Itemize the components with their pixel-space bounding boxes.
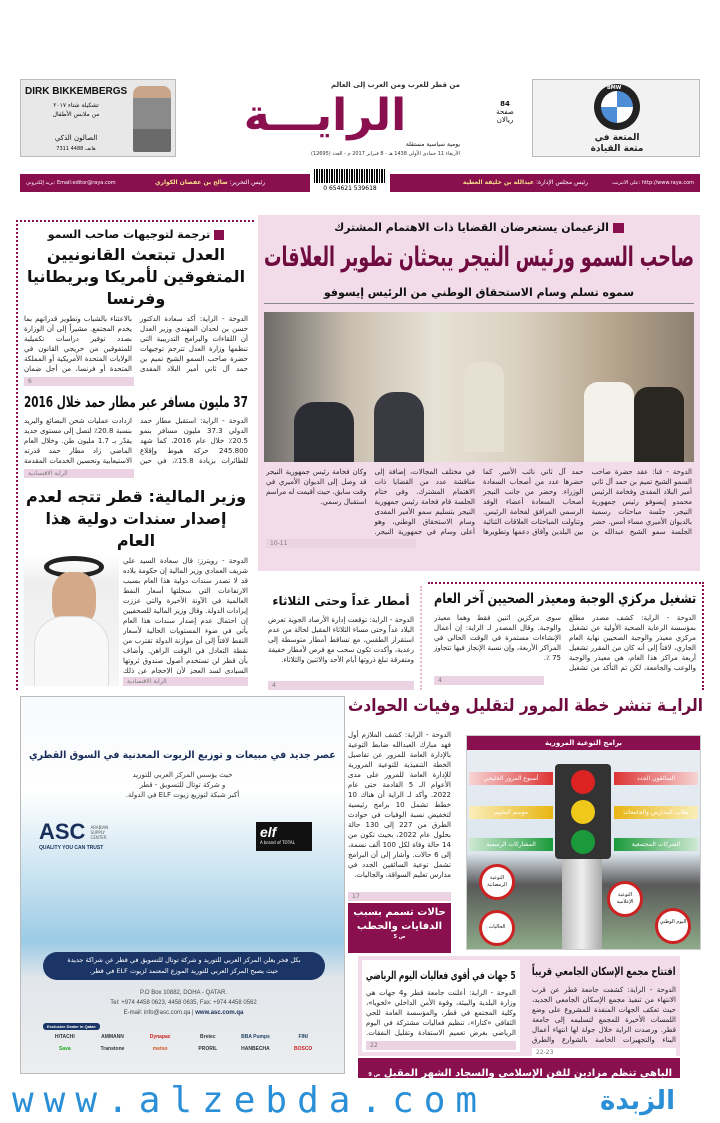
yellow-light-icon bbox=[571, 800, 595, 824]
a3-row bbox=[24, 556, 248, 686]
price: ريالان bbox=[496, 116, 514, 124]
ad-email[interactable]: E-mail: info@asc.com.qa bbox=[123, 1010, 191, 1016]
poisoning-promo[interactable] bbox=[348, 903, 451, 953]
subtitle: يومية سياسية مستقلة bbox=[405, 141, 460, 148]
info-bar bbox=[20, 174, 700, 192]
brand-logo: Bretec bbox=[200, 1034, 216, 1040]
brand-logo: HANBECHA bbox=[241, 1046, 270, 1052]
brand-logo: HITACHI bbox=[54, 1034, 75, 1040]
banner-line: بكل فخر يعلن المركز العربي للتوريد و شركة توتال للتسويق في قطر عن شراكة جديدة bbox=[67, 956, 301, 964]
editor-name: صالح بن عفصان الكواري bbox=[155, 179, 228, 186]
chairman-name: عبدالله بن خليفة العطية bbox=[462, 179, 535, 186]
rain-body: الدوحة - الراية: توقعت إدارة الأرصاد الجوية تعرض البلاد غداً وحتى مساء الثلاثاء المقبل لحالة من عدم استقرار الطقس، مع تساقط أمطار متوسطة إلى رعدية، وأكدت تكون سحب مع فرص لأمطار خفيفة ومتفرقة تبلغ ذروتها أيام الأحد والاثنين والثلاثاء. bbox=[268, 616, 414, 664]
centers-headline: تشغيل مركزي الوجبة ومعيذر الصحيين آخر العام bbox=[433, 591, 696, 607]
bmw-ad[interactable] bbox=[532, 79, 700, 157]
email-link[interactable]: بريد إلكتروني: Email:editor@raya.com bbox=[26, 180, 116, 186]
editor-label: رئيس التحرير: bbox=[229, 179, 266, 186]
asc-logo bbox=[39, 819, 121, 851]
barcode bbox=[310, 168, 390, 194]
main-story bbox=[258, 215, 700, 571]
editor bbox=[155, 178, 265, 187]
pobox: P.O Box 10882, DOHA - QATAR. bbox=[139, 990, 228, 996]
label-new-drivers: السائقون الجدد bbox=[614, 772, 698, 785]
page-ref: 10-11 bbox=[266, 539, 416, 548]
elf-text: elf bbox=[260, 824, 277, 840]
bmw-brand: BMW bbox=[607, 85, 622, 91]
website-link[interactable]: على الانترنت: http://www.raya.com bbox=[611, 180, 694, 186]
label-camping: موسم التخييم bbox=[469, 806, 553, 819]
ad-phone: هاتف 4488 7311 bbox=[56, 146, 96, 152]
housing-headline: افتتاح مجمع الإسكان الجامعي قريباً bbox=[532, 965, 676, 978]
raya-icon bbox=[613, 223, 624, 233]
brand-logo: Transtone bbox=[100, 1046, 125, 1052]
subheadline: سموه تسلم وسام الاستحقاق الوطني من الرئيس إيسوفو bbox=[323, 286, 635, 299]
red-light-icon bbox=[571, 770, 595, 794]
asc-sub: ARABIAN SUPPLY CENTER bbox=[90, 825, 109, 840]
sport-body: الدوحة - الراية: أعلنت جامعة قطر و4 جهات هي وزارة البلدية والبيئة، وقوة الأمن الداخلي «لخويا»، وكلية المجتمع في قطر، والمؤسسة العامة للحي الثقافي «كتارا»، تنظيم فعاليات مشتركة في اليوم الرياضي بغرض تعميم الاستفادة وتقليل النفقات. bbox=[366, 989, 516, 1037]
main-body: الدوحة - قنا: عقد حضرة صاحب السمو الشيخ تميم بن حمد آل ثاني أمير البلاد المفدى وفخامة الرئيس محمدو إيسوفو رئيس جمهورية النيجر، جلسة مباحثات رسمية بالديوان الأميري مساء أمس. حضر الجلسة سمو الشيخ عبدالله بن حمد آل ثاني نائب الأمير. كما حضرها عدد من أصحاب السعادة الوزراء. وحضر من جانب النيجر أصحاب السعادة أعضاء الوفد الرسمي المرافق لفخامة الرئيس. وتناولت المباحثات العلاقات الثنائية بين البلدين وآفاق دعمها وتطويرها في مختلف المجالات، إضافة إلى مناقشة عدد من القضايا ذات الاهتمام المشترك. وفي ختام الجلسة قام فخامة رئيس جمهورية النيجر بتسليم سمو الأمير المفدى وسام الاستحقاق الوطني، وهو أعلى وسام في جمهورية النيجر. وكان فخامة رئيس جمهورية النيجر قد وصل إلى الديوان الأميري في وقت سابق، حيث أقيمت له مراسم استقبال رسمي. bbox=[266, 468, 692, 536]
brand-logo: Sava bbox=[58, 1046, 71, 1052]
a1-kicker-text: ترجمة لتوجيهات صاحب السمو bbox=[47, 228, 211, 241]
kicker-text: الزعيمان يستعرضان القضايا ذات الاهتمام المشترك bbox=[334, 221, 609, 234]
ad-store: الصالون الذكي bbox=[54, 134, 98, 142]
centers-body: الدوحة - الراية: كشف مصدر مطلع بمؤسسة الرعاية الصحية الأولية عن تشغيل مركزي معيذر والوجبة الصحيين نهاية العام الجاري، لافتاً إلى أنه كان من المقرر تشغيل أربعة مراكز هذا العام، هي معيذر والوجبة والوعب والجامعة، لكن تم التأكد من تشغيل سوى مركزين اثنين فقط وهما معيذر والوجبة. وقال المصدر لـ الراية: إن أعمال الإنشاءات مستمرة في الوقت الحالي في المراكز الأربعة، وإن نسبة الإنجاز فيها تتجاوز 75 ٪. bbox=[434, 614, 696, 672]
ad-line: تشكيلة شتاء ٢٠١٧ bbox=[53, 102, 99, 109]
traffic-light bbox=[555, 764, 611, 859]
rain-headline: أمطار غداً وحتى الثلاثاء bbox=[272, 594, 410, 608]
ad-line: أكبر شبكة لتوزيع زيوت ELF في الدولة. bbox=[125, 791, 240, 799]
sport-headline: 5 جهات في أقوى فعاليات اليوم الرياضي bbox=[366, 969, 516, 982]
elf-sub: A brand of TOTAL bbox=[260, 840, 295, 845]
tel: Tel: +974 4458 0623, 4458 0635, Fax: +974 4458 0562 bbox=[110, 1000, 257, 1006]
traffic-headline: الرايـة تنشر خطة المرور لتقليل وفيات الحوادث bbox=[348, 696, 703, 716]
sign-communities: الجاليات bbox=[479, 910, 515, 946]
brand-logo: PRORIL bbox=[198, 1046, 218, 1052]
minister-photo bbox=[24, 556, 119, 686]
bottom-bar[interactable] bbox=[358, 1058, 680, 1078]
promo-ref: ص 5 bbox=[393, 934, 406, 940]
asc-tagline: QUALITY YOU CAN TRUST bbox=[39, 845, 104, 851]
a3-headline: وزير المالية: قطر تتجه لعدم إصدار سندات دولية هذا العام bbox=[25, 487, 247, 550]
a1-kicker bbox=[24, 228, 248, 242]
a2-page-ref: الراية الاقتصادية bbox=[24, 469, 134, 478]
bottom-bar-text: الباهي تنظم مزادين للفن الإسلامي والسجاد الشهر المقبل bbox=[383, 1068, 672, 1079]
brand-logo: BOSCO bbox=[293, 1046, 313, 1052]
a1-body: الدوحة - الراية: أكد سعادة الدكتور حسن بن لحدان المهندي وزير العدل أن اللقاءات والبرامج التدريبية التي تنظمها وزارة العدل تترجم توجيهات حضرة صاحب السمو الشيخ تميم بن حمد آل ثاني أمير البلاد المفدى بالاعتناء بالشباب وتطوير قدراتهم بما يخدم المجتمع. مشيراً إلى أن الوزارة بصدد توفير دراسات تكميلية للمتفوقين من خريجي القانون في الولايات المتحدة الأمريكية أو المملكة المتحدة أو فرنسا، من أجل ضمان bbox=[24, 315, 248, 373]
bottom-bar-ref: ص 9 bbox=[368, 1072, 381, 1078]
left-ad[interactable] bbox=[20, 79, 176, 157]
page-count bbox=[490, 100, 520, 124]
infographic-title: برامج التوعية المرورية bbox=[467, 736, 700, 750]
centers-story bbox=[428, 582, 704, 690]
watermark-url: www.alzebda.com bbox=[12, 1080, 488, 1121]
a2-headline: 37 مليون مسافر عبر مطار حمد خلال 2016 bbox=[24, 393, 248, 411]
ad-brand: DIRK BIKKEMBERGS bbox=[25, 86, 128, 97]
label-companies: الشركات المجتمعية bbox=[614, 838, 698, 851]
banner-line: حيث يصبح المركز العربي للتوريد الموزع المعتمد لزيوت ELF في قطر. bbox=[89, 967, 279, 975]
centers-page-ref: 4 bbox=[434, 676, 544, 685]
child-model-image bbox=[133, 86, 171, 152]
ad-line: و شركة توتال للتسويق - قطر bbox=[139, 781, 226, 789]
sign-national-day: اليوم الوطني bbox=[655, 908, 691, 944]
housing-page-ref: 22-23 bbox=[532, 1048, 676, 1057]
masthead-logo bbox=[190, 78, 460, 162]
label-gulf-week: أسبوع المرور الخليجي bbox=[469, 772, 553, 785]
housing-body: الدوحة - الراية: كشفت جامعة قطر عن قرب الانتهاء من تنفيذ مجمع الإسكان الجامعي الجديد، حيث تعكف الجهات المنفذة للمشروع على وضع اللمسات الأخيرة للمجمع لتسليمه إلى جامعة قطر. ورصدت الراية خلال جولة لها انتهاء أعمال البناء والتجهيزات الخاصة بالشوارع والطرق bbox=[532, 986, 676, 1044]
traffic-body: الدوحة - الراية: كشف الملازم أول فهد مبارك العبدالله ضابط التوعية بالإدارة العامة للمرور عن تفاصيل الخطة التنفيذية للتوعية المرورية للإدارة العامة للمرور على مدى الأعوام الـ 5 القادمة حتى عام 2022. وأكد لـ الراية أن هناك 10 خطط تشمل 10 برامج رئيسية لتخفيض نسبة الوفيات في حوادث الطرق من 227 إلى 130 حالة بحلول عام 2022، بحيث تكون من 14 حالة وفاة لكل 100 ألف نسمة، إلى 6 حالات. وأشار إلى أن البرامج تشمل توعية السائقين الجدد في مدارس تعليم السواقة، والجاليات. bbox=[348, 731, 451, 879]
ad-line: حيث يؤسس المركز العربي للتوريد bbox=[132, 771, 233, 779]
brand-logo: Dynapac bbox=[149, 1034, 171, 1040]
pages-label: صفحة bbox=[496, 108, 514, 116]
a3-page-ref: الراية الاقتصادية bbox=[123, 677, 248, 686]
dealer-label: Exclusive Dealer in Qatar: bbox=[43, 1023, 100, 1030]
chairman bbox=[463, 178, 588, 187]
ad-website[interactable]: www.asc.com.qa bbox=[195, 1010, 244, 1016]
ad-lines bbox=[21, 770, 344, 800]
label-students: طلاب المدارس والجامعات bbox=[614, 806, 698, 819]
ad-banner bbox=[43, 952, 325, 980]
a1-page-ref: 6 bbox=[24, 377, 134, 386]
rain-story bbox=[262, 586, 422, 690]
ad-line: المتعة في bbox=[594, 133, 640, 143]
ad-headline: عصر جديد في مبيعات و توزيع الزيوت المعدنية في السوق القطري bbox=[29, 750, 336, 761]
elf-logo bbox=[256, 822, 312, 851]
sign-media: التوعية الإعلامية bbox=[607, 881, 643, 917]
sign-ramadan: التوعية الرمضانية bbox=[479, 864, 515, 900]
ad-contact: P.O Box 10882, DOHA - QATAR. Tel: +974 4458 0623, 4458 0635, Fax: +974 4458 0562 E-mail: info@asc.com.qa | www.asc.com.qa bbox=[21, 988, 345, 1018]
bottom-stories bbox=[358, 956, 680, 1056]
asc-elf-ad[interactable] bbox=[20, 696, 345, 1074]
housing-story bbox=[528, 960, 680, 1057]
ad-line: من ملابس الأطفال bbox=[52, 111, 100, 118]
brand-logo: AMMANN bbox=[101, 1034, 124, 1040]
green-light-icon bbox=[571, 830, 595, 854]
traffic-page-ref: 17 bbox=[348, 892, 451, 901]
watermark-logo: الزبدة bbox=[600, 1086, 675, 1116]
raya-icon bbox=[214, 230, 224, 240]
chairman-label: رئيس مجلس الإدارة: bbox=[535, 179, 588, 186]
label-official: المشاركات الرسمية bbox=[469, 838, 553, 851]
sport-page-ref: 22 bbox=[366, 1041, 516, 1050]
a3-body: الدوحة - رويترز: قال سعادة السيد علي شريف العمادي وزير المالية إن حكومة بلاده قد لا تصدر سندات دولية هذا العام بسبب الارتفاعات التي سجلتها أسعار النفط العالمية في الآونة الأخيرة والتي عززت إيرادات الدولة. وقال وزير المالية للصحفيين إن احتمال عدم إصدار سندات هذا العام يأتي في ضوء المستويات الحالية لأسعار النفط لافتاً إلى أن موازنة الدولة تقترب من نقطة التعادل في الوقت الراهن. وأضاف بأن قطر لن تستخدم أصول صندوق ثروتها السيادي لسد العجز لأن الإحجام عن ذلك bbox=[123, 557, 248, 674]
pages-number: 84 bbox=[500, 100, 510, 108]
a2-body: الدوحة - الراية: استقبل مطار حمد الدولي 37.3 مليون مسافر بنمو 20.5٪ خلال عام 2016، كما شهد 245.800 حركة هبوط وإقلاع للطائرات بزيادة 15.8٪، في حين ازدادت عمليات شحن البضائع والبريد بنسبة 20.8٪ لتصل إلى مستوى جديد يقدّر بـ 1.7 مليون طن. وخلال العام الماضي زاد مطار حمد قدرته الاستيعابية وتحسين الخدمات المقدمة bbox=[24, 417, 248, 465]
rain-page-ref: 4 bbox=[268, 681, 414, 690]
dateline: الأربعاء 11 جمادى الأولى 1438 هـ - 8 فبراير 2017 م - العدد (12695) bbox=[310, 151, 460, 157]
left-column bbox=[16, 220, 254, 690]
barcode-number: 0 654621 539618 bbox=[323, 185, 377, 192]
brand-grid bbox=[43, 1034, 325, 1052]
brand-logo: metso bbox=[152, 1046, 168, 1052]
brand-logo: BBA Pumps bbox=[241, 1034, 270, 1040]
traffic-infographic bbox=[466, 735, 701, 950]
brand-logo: FINI bbox=[298, 1034, 308, 1040]
sport-story bbox=[362, 960, 520, 1052]
meeting-photo bbox=[264, 312, 694, 462]
kicker bbox=[264, 221, 694, 235]
promo-text: حالات تسمم بسبب الدفايات والحطب bbox=[353, 907, 446, 932]
a1-headline: العدل تبتعث القانونيين المتفوقين لأمريكا وبريطانيا وفرنسا bbox=[26, 245, 246, 308]
logo-text: الرايـــة bbox=[243, 90, 407, 141]
traffic-story bbox=[348, 695, 703, 953]
tagline: من قطر للعرب ومن العرب إلى العالم bbox=[330, 81, 460, 89]
ad-line: متعة القيادة bbox=[590, 144, 644, 154]
main-headline: صاحب السمو ورئيس النيجر يبحثان تطوير العلاقات bbox=[263, 242, 694, 273]
asc-text: ASC bbox=[39, 819, 86, 844]
